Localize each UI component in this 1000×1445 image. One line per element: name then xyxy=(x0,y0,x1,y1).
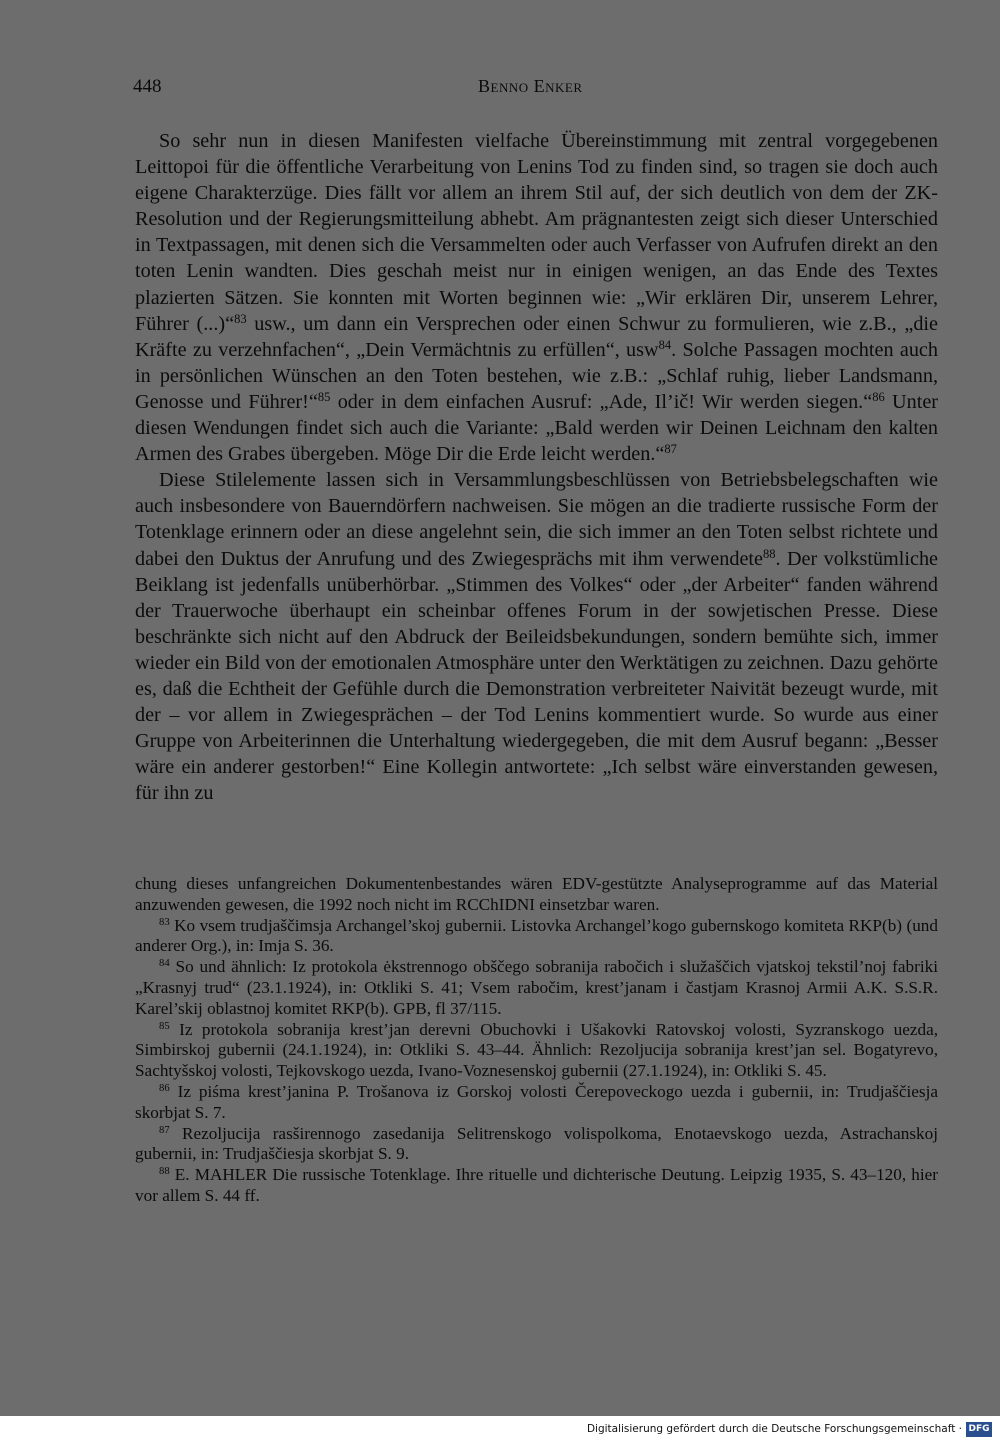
footnote-ref-85: 85 xyxy=(317,390,331,405)
footnote-ref-84: 84 xyxy=(658,337,672,352)
footnote-87: $^{87}$ Rezoljucija rasširennogo zasedanija Selitrenskogo volispolkoma, Enotaevskogo uezda, Astrachanskoj gubernii, in: Trudjaščiesja skorbjat S. 9. xyxy=(135,1123,938,1164)
paragraph-1: So sehr nun in diesen Manifesten vielfache Übereinstimmung mit zentral vorgegebenen Leittopoi für die öffentliche Verarbeitung von Lenins Tod zu finden sind, so tragen sie doch auch eigene Charakterzüge. Dies fällt vor allem an ihrem Stil auf, der sich deutlich von dem der ZK-Resolution und der Regierungsmitteilung abhebt. Am prägnantesten zeigt sich dieser Unterschied in Textpassagen, mit denen sich die Versammelten oder auch Verfasser von Aufrufen direkt an den toten Lenin wandten. Dies geschah meist nur in einigen wenigen, an das Ende des Textes plazierten Sätzen. Sie konnten mit Worten beginnen wie: „Wir erklären Dir, unserem Lehrer, Führer (...)“$^{83}$ usw., um dann ein Versprechen oder einen Schwur zu formulieren, wie z.B., „die Kräfte zu verzehnfachen“, „Dein Vermächtnis zu erfüllen“, usw$^{84}$. Solche Passagen mochten auch in persönlichen Wünschen an den Toten bestehen, wie z.B.: „Schlaf ruhig, lieber Landsmann, Genosse und Führer!“$^{85}$ oder in dem einfachen Ausruf: „Ade, Il’ič! Wir werden siegen.“$^{86}$ Unter diesen Wendungen findet sich auch die Variante: „Bald werden wir Deinen Leichnam den kalten Armen des Grabes übergeben. Möge Dir die Erde leicht werden.“$^{87}$ xyxy=(135,130,938,466)
footnote-83: $^{83}$ Ko vsem trudjaščimsja Archangel’skoj gubernii. Listovka Archangel’kogo gubernskogo komiteta RKP(b) (und anderer Org.), in: Imja S. 36. xyxy=(135,915,938,956)
funding-note: Digitalisierung gefördert durch die Deutsche Forschungsgemeinschaft · xyxy=(586,1423,962,1435)
dfg-logo-icon[interactable]: DFG xyxy=(966,1422,992,1437)
footnote-85: $^{85}$ Iz protokola sobranija krest’jan derevni Obuchovki i Ušakovki Ratovskoj volosti, Syzranskogo uezda, Simbirskoj gubernii (24.1.1924), in: Otkliki S. 43–44. Ähnlich: Rezoljucija sobranija krest’jan sel. Bogatyrevo, Sachtyšskoj volosti, Tejkovskogo uezda, Ivano-Voznesenskoj gubernii (27.1.1924), in: Otkliki S. 45. xyxy=(135,1019,938,1081)
footnote-ref-87: 87 xyxy=(664,442,677,457)
footnote-ref-83: 83 xyxy=(234,311,247,326)
footnote-ref-88: 88 xyxy=(762,546,776,561)
footnote-continuation: chung dieses unfangreichen Dokumentenbestandes wären EDV-gestützte Analyseprogramme auf das Material anzuwenden gewesen, die 1992 noch nicht im RCChIDNI einsetzbar waren. xyxy=(135,874,938,914)
page-number: 448 xyxy=(133,76,162,97)
footnotes xyxy=(135,874,938,1207)
page-header xyxy=(133,76,938,104)
footnote-84: $^{84}$ So und ähnlich: Iz protokola ėkstrennogo obščego sobranija rabočich i služaščich vjatskoj tekstil’noj fabriki „Krasnyj trud“ (23.1.1924), in: Otkliki S. 41; Vsem rabočim, krest’janam i častjam Krasnoj Armii A.K. S.S.R. Karel’skij oblastnoj komitet RKP(b). GPB, fl 37/115. xyxy=(135,957,938,1018)
running-head: Benno Enker xyxy=(478,76,583,96)
body-text xyxy=(135,128,938,806)
footnote-ref-86: 86 xyxy=(872,390,885,405)
footnote-88: $^{88}$ E. MAHLER Die russische Totenklage. Ihre rituelle und dichterische Deutung. Leipzig 1935, S. 43–120, hier vor allem S. 44 ff. xyxy=(135,1165,938,1205)
digitization-footer xyxy=(0,1416,1000,1445)
paragraph-2: Diese Stilelemente lassen sich in Versammlungsbeschlüssen von Betriebsbelegschaften wie auch insbesondere von Bauerndörfern nachweisen. Sie mögen an die tradierte russische Form der Totenklage erinnern oder an diese angelehnt sein, die sich immer an den Toten selbst richtete und dabei den Duktus der Anrufung und des Zwiegesprächs mit ihm verwendete$^{88}$. Der volkstümliche Beiklang ist jedenfalls unüberhörbar. „Stimmen des Volkes“ oder „der Arbeiter“ fanden während der Trauerwoche überhaupt ein scheinbar offenes Forum in der sowjetischen Presse. Diese beschränkte sich nicht auf den Abdruck der Beileidsbekundungen, sondern bemühte sich, immer wieder ein Bild von der emotionalen Atmosphäre unter den Werktätigen zu zeichnen. Dazu gehörte es, daß die Echtheit der Gefühle durch die Demonstration verbreiteter Naivität bezeugt wurde, mit der – vor allem in Zwiegesprächen – der Tod Lenins kommentiert wurde. So wurde aus einer Gruppe von Arbeiterinnen die Unterhaltung wiedergegeben, die mit dem Ausruf begann: „Besser wäre ein anderer gestorben!“ Eine Kollegin antwortete: „Ich selbst wäre einverstanden gewesen, für ihn zu xyxy=(135,469,938,805)
footnote-86: $^{86}$ Iz piśma krest’janina P. Trošanova iz Gorskoj volosti Čerepoveckogo uezda i gubernii, in: Trudjaščiesja skorbjat S. 7. xyxy=(135,1081,938,1122)
